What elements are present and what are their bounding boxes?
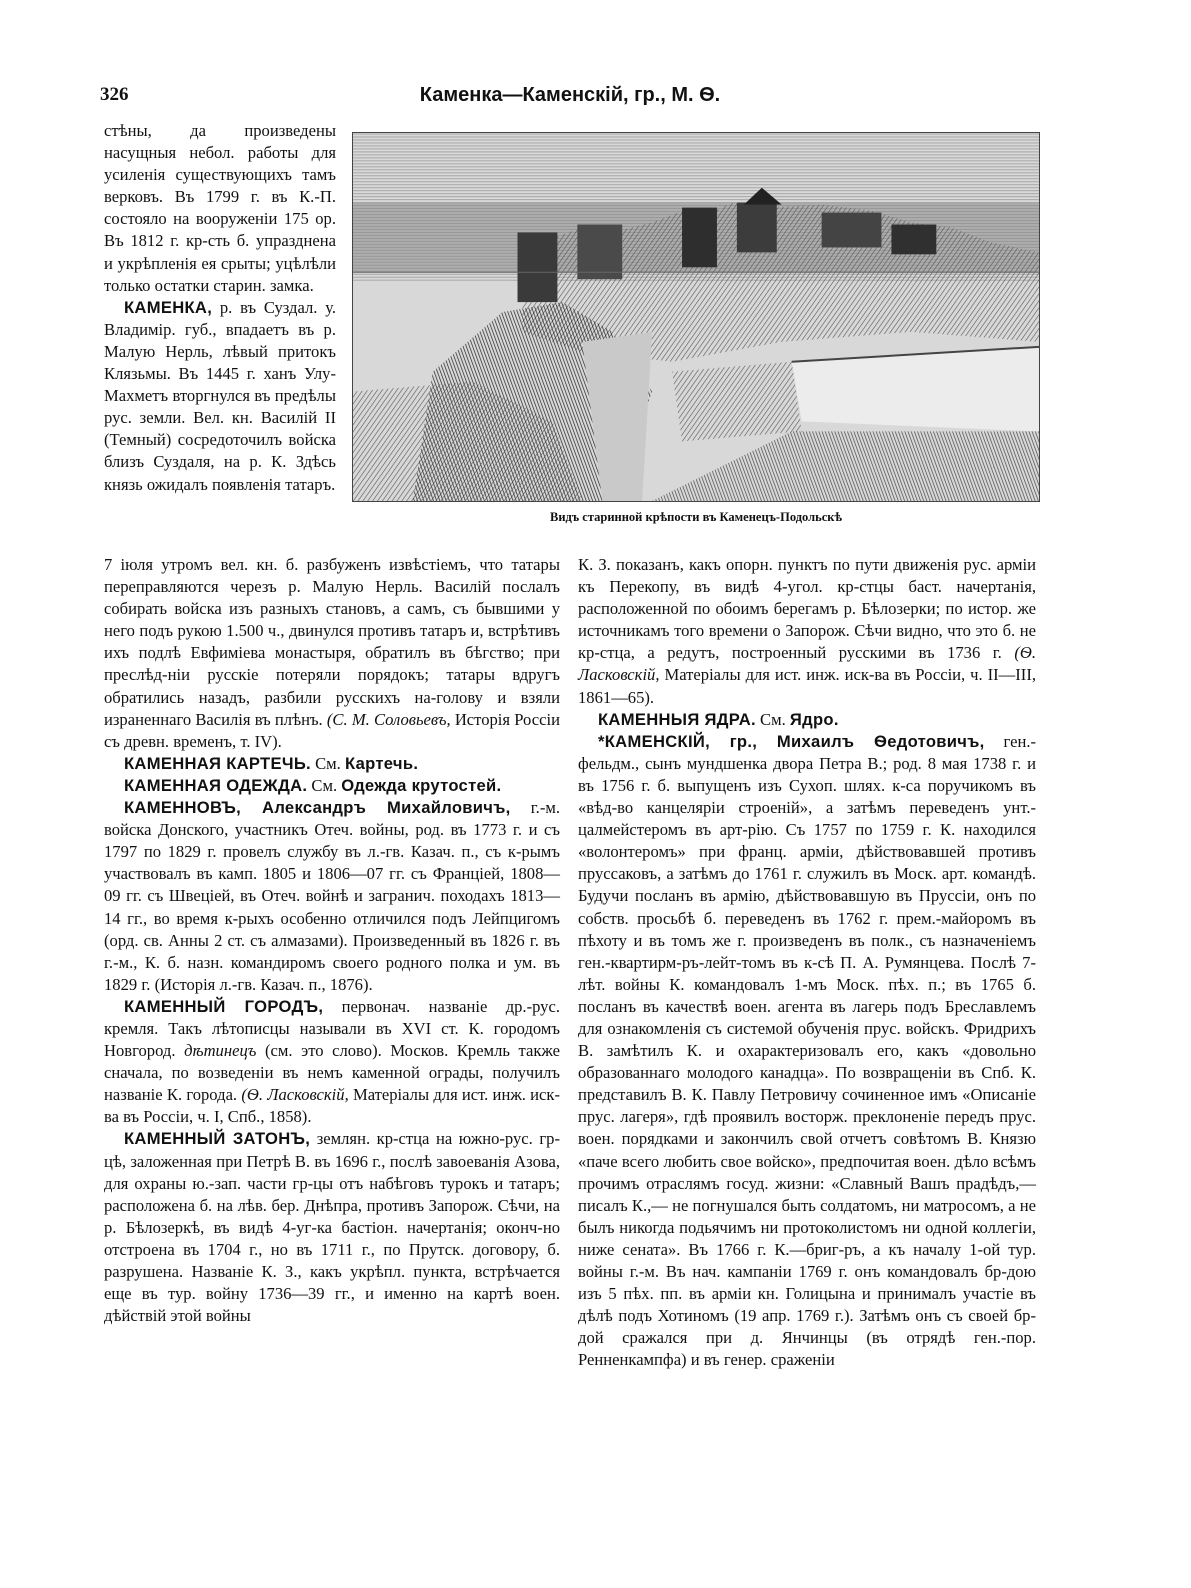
entry-kamenka-body: р. въ Суздал. у. Владимір. губ., впадаетъ въ р. Малую Нерль, лѣвый притокъ Клязьмы. Въ 1445 г. ханъ Улу-Махметъ вторгнулся въ предѣлы рус. земли. Вел. кн. Василій II (Темный) сосредоточилъ войска близъ Суздаля, на р. К. Здѣсь князь ожидалъ появленія татаръ.	[104, 297, 336, 494]
narrow-column	[104, 120, 336, 496]
right-column	[578, 554, 1036, 1371]
running-title: Каменка—Каменскій, гр., М. Ѳ.	[419, 84, 721, 106]
entry-kamennov-body: г.-м. войска Донского, участникъ Отеч. войны, род. въ 1773 г. и съ 1797 по 1829 г. провелъ службу въ л.-гв. Казач. п., съ к-рымъ участвовалъ въ камп. 1805 и 1806—07 гг. съ Франціей, 1808—09 гг. съ Швеціей, въ Отеч. войнѣ и загранич. походахъ 1813—14 гг., во время к-рыхъ особенно отличился подъ Лейпцигомъ (орд. св. Анны 2 ст. съ алмазами). Произведенный въ 1826 г. въ г.-м., К. б. назн. командиромъ своего родного полка и ум. въ 1829 г. (Исторія л.-гв. Казач. п., 1876).	[104, 798, 560, 994]
headword-kamenskiy: *КАМЕНСКІЙ, гр., Михаилъ Ѳедотовичъ,	[598, 731, 985, 751]
entry-kamenny-gorod	[104, 996, 560, 1129]
entry-gorod-body-1: первонач. названіе др.-рус. кремля. Такъ лѣтописцы называли въ XVI ст. К. городомъ Новгород.	[104, 996, 560, 1061]
fortress-engraving-image	[352, 132, 1040, 502]
kamenka-citation-title: Исторія Россіи съ древн. временъ, т. IV).	[104, 709, 560, 751]
entry-kamenskiy-body: ген.-фельдм., сынъ мундшенка двора Петра В.; род. 8 мая 1738 г. и въ 1756 г. б. выпущенъ изъ Сухоп. шлях. к-са поручикомъ въ «вѣд-во канцеляріи строеній», а затѣмъ переведенъ унт.-цалмейстеромъ въ арт-рію. Съ 1757 по 1759 г. К. находился «волонтеромъ» при франц. арміи, дѣйствовавшей противъ пруссаковъ, а затѣмъ до 1761 г. служилъ въ Моск. арт. командѣ. Будучи посланъ въ армію, дѣйствовавшую въ Пруссіи, онъ по собств. просьбѣ б. переведенъ въ 1762 г. прем.-майоромъ въ пѣхоту и въ томъ же г. произведенъ въ полк., съ назначеніемъ ген.-квартирм-ръ-лейт-томъ въ к-сѣ П. А. Румянцева. Послѣ 7-лѣт. войны К. командовалъ 1-мъ Моск. пѣх. п.; въ 1765 б. посланъ въ качествѣ воен. агента въ лагерь подъ Бреславлемъ для ознакомленія съ системой обученія прус. войскъ. Фридрихъ В. замѣтилъ К. и охарактеризовалъ его, какъ «довольно образованнаго молодого канадца». По возвращеніи въ Спб. К. представилъ В. К. Павлу Петровичу сочиненное имъ «Описаніе прус. лагеря», гдѣ проявилъ восторж. преклоненіе передъ прус. воен. порядками и закончилъ свой отчетъ совѣтомъ В. Князю «паче всего любить свое войско», предпочитая воен. дѣло всѣмъ прочимъ отраслямъ госуд. жизни: «Славный Вашъ прадѣдъ,— писалъ К.,— не погнушался быть солдатомъ, ни матросомъ, а не былъ никогда подьячимъ ни протоколистомъ ни одной коллегіи, ниже сената». Въ 1766 г. К.—бриг-ръ, а къ началу 1-ой тур. войны г.-м. Въ нач. кампаніи 1769 г. онъ командовалъ бр-дою изъ 5 пѣх. пп. въ арміи кн. Голицына и принималъ участіе въ дѣлѣ подъ Хотиномъ (19 апр. 1769 г.). Затѣмъ онъ съ своей бр-дой сражался при д. Янчинцы (въ отрядѣ ген.-пор. Ренненкампфа) и въ генер. сраженіи	[578, 731, 1036, 1370]
headword-kamenka: КАМЕНКА,	[124, 297, 213, 317]
entry-kamenka-continued	[104, 554, 560, 753]
entry-kamenka	[104, 297, 336, 496]
entry-kamenskiy	[578, 731, 1036, 1372]
kamenka-continued-text: 7 іюля утромъ вел. кн. б. разбуженъ извѣстіемъ, что татары переправляются черезъ р. Малую Нерль. Василій послалъ собирать войска изъ разныхъ становъ, а самъ, съ бывшими у него подъ рукою 1.500 ч., двинулся противъ татаръ и, встрѣтивъ ихъ подлѣ Евфиміева монастыря, обратилъ въ бѣгство; при преслѣд-ніи русскіе потеряли порядокъ; татары вдругъ обратились назадъ, разбили русскихъ на-голову и взяли израненнаго Василія въ плѣнъ.	[104, 555, 560, 729]
gorod-citation-title: Матеріалы для ист. инж. иск-ва въ Россіи, ч. I, Спб., 1858).	[104, 1085, 561, 1127]
zaton-citation-title: Матеріалы для ист. инж. иск-ва въ Россіи, ч. II—III, 1861—65).	[578, 665, 1036, 707]
cross-ref-yadra: Ядро.	[789, 709, 839, 729]
entry-gorod-body-2: (см. это слово). Москов. Кремль также сначала, по возведеніи въ немъ каменной ограды, получилъ названіе К. города.	[104, 1041, 560, 1105]
figure-caption: Видъ старинной крѣпости въ Каменецъ-Подольскѣ	[550, 510, 842, 524]
entry-zaton-continued	[578, 554, 1036, 709]
paragraph-fortress-continued: стѣны, да произведены насущныя небол. работы для усиленія существующихъ тамъ верковъ. Въ 1799 г. въ К.-П. состояло на вооруженіи 175 ор. Въ 1812 г. кр-сть б. упразднена и укрѣпленія ея срыты; уцѣлѣли только остатки старин. замка.	[104, 121, 336, 295]
entry-kamennov	[104, 797, 560, 996]
entry-kamennaya-kartech	[104, 753, 560, 775]
headword-kartech: КАМЕННАЯ КАРТЕЧЬ.	[124, 753, 311, 773]
gorod-citation-author: (Ѳ. Ласковскій,	[241, 1085, 349, 1105]
see-label: См.	[755, 709, 790, 729]
entry-kamennyya-yadra	[578, 709, 1036, 731]
cross-ref-odezhda: Одежда крутостей.	[341, 775, 502, 795]
figure	[352, 132, 1040, 525]
see-label: См.	[310, 753, 345, 773]
entry-zaton-body: землян. кр-стца на южно-рус. гр-цѣ, заложенная при Петрѣ В. въ 1696 г., послѣ завоеванія Азова, для охраны ю.-зап. части гр-цы отъ набѣговъ турокъ и татаръ; расположена б. на лѣв. бер. Днѣпра, противъ Запорож. Сѣчи, на р. Бѣлозеркѣ, въ видѣ 4-уг-ка бастіон. начертанія; оконч-но отстроена въ 1704 г., но въ 1711 г., по Прутск. договору, б. разрушена. Названіе К. З., какъ укрѣпл. пункта, встрѣчается еще въ тур. войну 1736—39 гг., и именно на картѣ воен. дѣйствій этой войны	[104, 1129, 560, 1326]
see-label: См.	[307, 775, 342, 795]
headword-gorod: КАМЕННЫЙ ГОРОДЪ,	[124, 996, 324, 1016]
entry-kamenny-zaton	[104, 1128, 560, 1327]
zaton-citation-author: (Ѳ. Ласковскій,	[578, 643, 1036, 685]
zaton-continued-text: К. З. показанъ, какъ опорн. пунктъ по пути движенія рус. арміи къ Перекопу, въ видѣ 4-угол. кр-стцы баст. начертанія, расположенной по обоимъ берегамъ р. Бѣлозерки; по истор. же источникамъ того времени о Запорож. Сѣчи видно, что это б. не кр-стца, а редутъ, построенный русскими въ 1736 г.	[578, 555, 1036, 663]
headword-zaton: КАМЕННЫЙ ЗАТОНЪ,	[124, 1129, 311, 1149]
cross-ref-kartech: Картечь.	[344, 753, 419, 773]
page-number: 326	[100, 84, 129, 105]
headword-odezhda: КАМЕННАЯ ОДЕЖДА.	[124, 775, 308, 795]
entry-kamennaya-odezhda	[104, 775, 560, 797]
entry-gorod-italic-term: дѣтинецъ	[184, 1041, 257, 1061]
kamenka-citation-author: (С. М. Соловьевъ,	[326, 709, 451, 729]
page-header	[100, 84, 1040, 120]
headword-yadra: КАМЕННЫЯ ЯДРА.	[598, 709, 756, 729]
headword-kamennov: КАМЕННОВЪ, Александръ Михайловичъ,	[124, 798, 511, 818]
left-column	[104, 554, 560, 1327]
